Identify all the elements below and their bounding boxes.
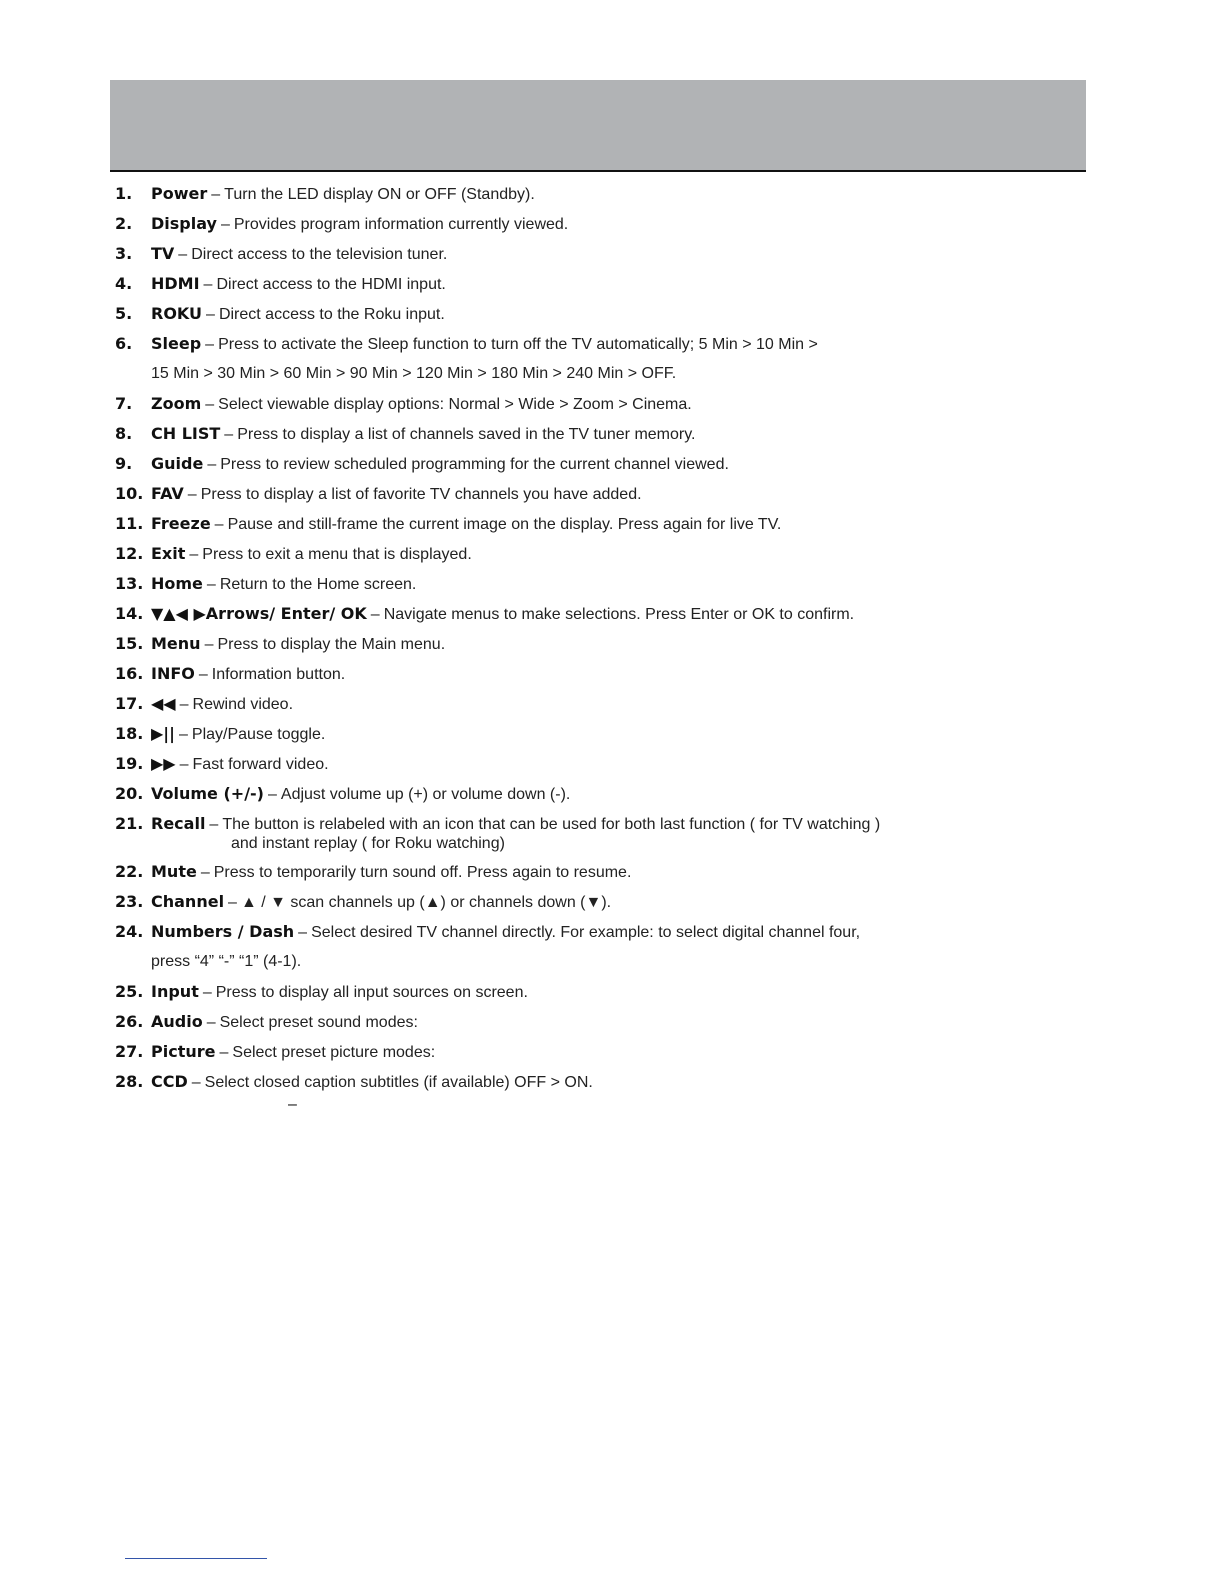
item-label: Freeze — [151, 514, 211, 533]
list-item: 28. CCD – Select closed caption subtitles (if available) OFF > ON. — [115, 1072, 593, 1091]
item-text: Fast forward video. — [192, 756, 329, 773]
item-text: Turn the LED display ON or OFF (Standby). — [224, 186, 535, 203]
list-item: 15. Menu – Press to display the Main menu. — [115, 634, 446, 653]
item-text: Select preset picture modes: — [232, 1044, 436, 1061]
list-item: 5. ROKU – Direct access to the Roku input. — [115, 304, 445, 323]
item-text: Rewind video. — [192, 696, 294, 713]
play-pause-icon: ▶|| — [151, 724, 175, 743]
item-text: Play/Pause toggle. — [191, 726, 326, 743]
list-item: 26. Audio – Select preset sound modes: — [115, 1012, 418, 1031]
rewind-icon: ◀◀ — [151, 694, 176, 713]
list-item: 7. Zoom – Select viewable display options: Normal > Wide > Zoom > Cinema. — [115, 394, 692, 413]
item-text: Select preset sound modes: — [219, 1014, 418, 1031]
item-label: Sleep — [151, 334, 202, 353]
item-text: Provides program information currently viewed. — [233, 216, 569, 233]
list-item: 16. INFO – Information button. — [115, 664, 346, 683]
item-text: ▲ / ▼ scan channels up (▲) or channels down (▼). — [240, 894, 612, 911]
item-text: Press to display the Main menu. — [217, 636, 446, 653]
list-item: 4. HDMI – Direct access to the HDMI input. — [115, 274, 446, 293]
item-label: TV — [151, 244, 175, 263]
item-label: Zoom — [151, 394, 202, 413]
item-label: Display — [151, 214, 217, 233]
item-label: Volume (+/-) — [151, 784, 264, 803]
item-label: Power — [151, 184, 208, 203]
list-item: 18. ▶|| – Play/Pause toggle. — [115, 724, 326, 743]
item-text: Direct access to the television tuner. — [191, 246, 448, 263]
item-label: FAV — [151, 484, 184, 503]
list-item: 21. Recall – The button is relabeled with an icon that can be used for both last function ( for TV watching ) and instant replay ( for Roku watching) — [115, 812, 1075, 860]
list-item: 10. FAV – Press to display a list of favorite TV channels you have added. — [115, 484, 642, 503]
item-text: Direct access to the Roku input. — [218, 306, 445, 323]
list-item: 22. Mute – Press to temporarily turn sound off. Press again to resume. — [115, 862, 632, 881]
item-text: Navigate menus to make selections. Press Enter or OK to confirm. — [383, 606, 855, 623]
item-text-continued: press “4” “-” “1” (4-1). — [151, 953, 302, 970]
item-label: Mute — [151, 862, 197, 881]
item-label: Guide — [151, 454, 204, 473]
item-label: Input — [151, 982, 199, 1001]
list-item: 2. Display – Provides program information currently viewed. — [115, 214, 569, 233]
item-label: CCD — [151, 1072, 188, 1091]
item-text-continued: 15 Min > 30 Min > 60 Min > 90 Min > 120 Min > 180 Min > 240 Min > OFF. — [151, 365, 677, 382]
item-text-continued: and instant replay ( for Roku watching) — [231, 835, 505, 852]
item-text: Press to display a list of channels saved in the TV tuner memory. — [237, 426, 696, 443]
list-item: 1. Power – Turn the LED display ON or OFF (Standby). — [115, 184, 535, 203]
item-label: CH LIST — [151, 424, 221, 443]
list-item: 14. ▼▲◀ ▶Arrows/ Enter/ OK – Navigate menus to make selections. Press Enter or OK to confirm. — [115, 604, 855, 623]
item-label: Channel — [151, 892, 225, 911]
item-text: Press to review scheduled programming for the current channel viewed. — [220, 456, 729, 473]
list-item: 19. ▶▶ – Fast forward video. — [115, 754, 329, 773]
list-item: 23. Channel – ▲ / ▼ scan channels up (▲) or channels down (▼). — [115, 892, 612, 911]
item-text: Select viewable display options: Normal > Wide > Zoom > Cinema. — [218, 396, 692, 413]
item-text: Adjust volume up (+) or volume down (-). — [280, 786, 571, 803]
item-text: Press to display all input sources on screen. — [215, 984, 528, 1001]
list-item: 25. Input – Press to display all input sources on screen. — [115, 982, 528, 1001]
list-item: 8. CH LIST – Press to display a list of channels saved in the TV tuner memory. — [115, 424, 696, 443]
stray-dash: – — [288, 1096, 297, 1113]
list-item: 20. Volume (+/-) – Adjust volume up (+) or volume down (-). — [115, 784, 571, 803]
footer-divider — [125, 1558, 267, 1559]
item-label: ▼▲◀ ▶Arrows/ Enter/ OK — [151, 604, 367, 623]
item-text: Press to activate the Sleep function to turn off the TV automatically; 5 Min > 10 Min > — [218, 336, 818, 353]
item-text: Direct access to the HDMI input. — [216, 276, 446, 293]
header-band — [110, 80, 1086, 172]
item-label: Picture — [151, 1042, 216, 1061]
list-item: 9. Guide – Press to review scheduled programming for the current channel viewed. — [115, 454, 729, 473]
list-item: 3. TV – Direct access to the television tuner. — [115, 244, 448, 263]
item-text: Press to display a list of favorite TV channels you have added. — [200, 486, 642, 503]
item-label: Menu — [151, 634, 201, 653]
item-label: Recall — [151, 814, 206, 833]
item-label: Numbers / Dash — [151, 922, 295, 941]
list-item: 17. ◀◀ – Rewind video. — [115, 694, 294, 713]
item-label: Audio — [151, 1012, 203, 1031]
list-item: 24. Numbers / Dash – Select desired TV channel directly. For example: to select digital channel four, press “4” “-” “1” (4-1). — [115, 920, 1075, 980]
item-text: Press to temporarily turn sound off. Press again to resume. — [213, 864, 632, 881]
item-label: Home — [151, 574, 203, 593]
list-item: 13. Home – Return to the Home screen. — [115, 574, 417, 593]
item-text: Information button. — [211, 666, 346, 683]
list-item: 27. Picture – Select preset picture modes: — [115, 1042, 436, 1061]
list-item: 6. Sleep – Press to activate the Sleep function to turn off the TV automatically; 5 Min > 10 Min > 15 Min > 30 Min > 60 Min > 90 Min > 120 Min > 180 Min > 240 Min > OFF. — [115, 332, 1075, 392]
item-label: Exit — [151, 544, 186, 563]
item-text: Select closed caption subtitles (if available) OFF > ON. — [204, 1074, 593, 1091]
item-label: INFO — [151, 664, 195, 683]
item-text: Press to exit a menu that is displayed. — [202, 546, 472, 563]
list-item: 11. Freeze – Pause and still-frame the current image on the display. Press again for live TV. — [115, 514, 782, 533]
item-text: Pause and still-frame the current image on the display. Press again for live TV. — [227, 516, 782, 533]
item-label: ROKU — [151, 304, 203, 323]
item-text: Return to the Home screen. — [219, 576, 417, 593]
list-item: 12. Exit – Press to exit a menu that is displayed. — [115, 544, 472, 563]
item-text: The button is relabeled with an icon that can be used for both last function ( for TV watching ) — [222, 816, 881, 833]
fast-forward-icon: ▶▶ — [151, 754, 176, 773]
button-description-list — [115, 182, 1075, 1100]
item-text: Select desired TV channel directly. For example: to select digital channel four, — [311, 924, 861, 941]
item-label: HDMI — [151, 274, 200, 293]
